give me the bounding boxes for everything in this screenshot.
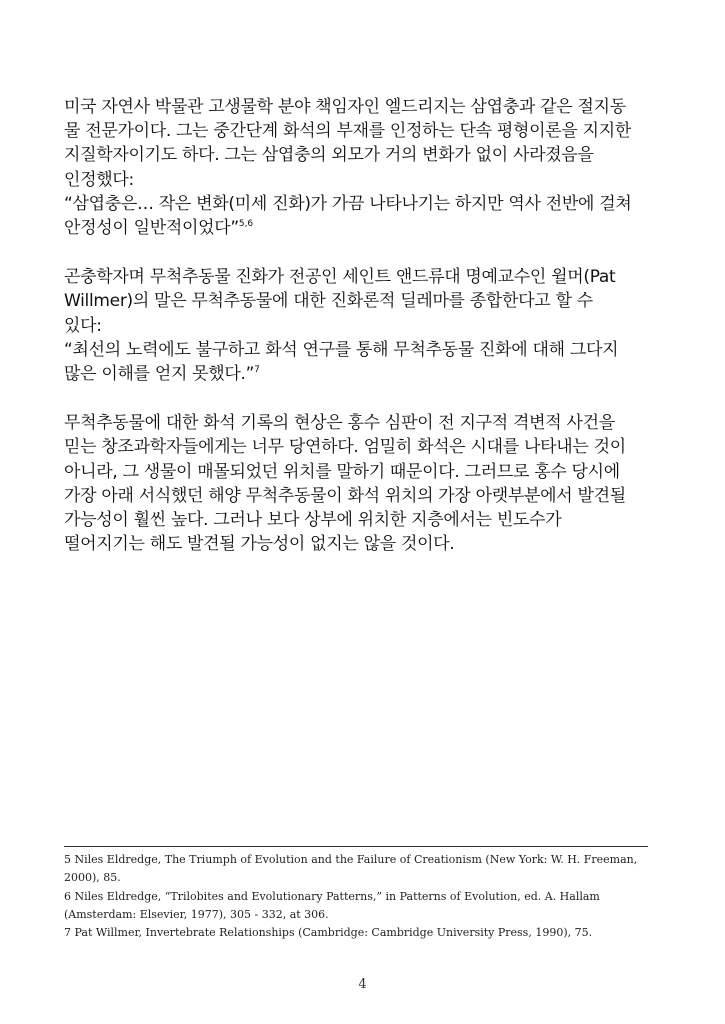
footnote-line: 2000), 85. (64, 871, 121, 885)
footnote-6 (64, 888, 664, 925)
paragraph-willmer (64, 265, 676, 386)
quote-text: 많은 이해를 얻지 못했다.” (64, 364, 255, 385)
text-line: 떨어지기는 해도 발견될 가능성이 없지는 않을 것이다. (64, 534, 455, 555)
text-line: 곤충학자며 무척추동물 진화가 전공인 세인트 앤드류대 명예교수인 윌머(Pat (64, 267, 616, 288)
quote-text: 안정성이 일반적이었다” (64, 218, 239, 239)
text-line: 물 전문가이다. 그는 중간단계 화석의 부재를 인정하는 단속 평형이론을 지지한 (64, 121, 631, 142)
footnote-reference: 7 (254, 365, 260, 376)
text-line: 가장 아래 서식했던 해양 무척추동물이 화석 위치의 가장 아랫부분에서 발견될 (64, 485, 626, 506)
text-line: 지질학자이기도 하다. 그는 삼엽충의 외모가 거의 변화가 없이 사라졌음을 (64, 145, 594, 166)
body-text (64, 95, 676, 581)
text-line: 미국 자연사 박물관 고생물학 분야 책임자인 엘드리지는 삼엽충과 같은 절지동 (64, 97, 626, 117)
quote-line (64, 362, 676, 386)
text-line: Willmer)의 말은 무척추동물에 대한 진화론적 딜레마를 종합한다고 할 수 (64, 291, 593, 312)
quote-line (64, 216, 676, 240)
footnote-7 (64, 924, 664, 942)
text-line: 믿는 창조과학자들에게는 너무 당연하다. 엄밀히 화석은 시대를 나타내는 것이 (64, 437, 626, 458)
paragraph-fossil-record (64, 411, 676, 556)
text-line: 무척추동물에 대한 화석 기록의 현상은 홍수 심판이 전 지구적 격변적 사건을 (64, 413, 615, 434)
footnote-reference: 5,6 (238, 219, 254, 230)
footnote-5 (64, 851, 664, 888)
footnotes (64, 851, 664, 942)
footnote-line: (Amsterdam: Elsevier, 1977), 305 - 332, at 306. (64, 907, 329, 921)
footnote-line: 7 Pat Willmer, Invertebrate Relationships (Cambridge: Cambridge University Press, 1990), 75. (64, 926, 593, 940)
text-line: 있다: (64, 315, 102, 336)
page-number: 4 (358, 977, 367, 992)
quote-line: “삼엽충은… 작은 변화(미세 진화)가 가끔 나타나기는 하지만 역사 전반에 걸쳐 (64, 193, 632, 214)
paragraph-eldredge (64, 95, 676, 240)
text-line: 인정했다: (64, 169, 134, 190)
footnote-line: 5 Niles Eldredge, The Triumph of Evolution and the Failure of Creationism (New York: W. H. Freeman, (64, 853, 638, 866)
text-line: 가능성이 훨씬 높다. 그러나 보다 상부에 위치한 지층에서는 빈도수가 (64, 510, 562, 531)
text-line: 아니라, 그 생물이 매몰되었던 위치를 말하기 때문이다. 그러므로 홍수 당시에 (64, 461, 620, 482)
quote-line: “최선의 노력에도 불구하고 화석 연구를 통해 무척추동물 진화에 대해 그다지 (64, 339, 619, 360)
footnote-line: 6 Niles Eldredge, “Trilobites and Evolutionary Patterns,” in Patterns of Evolution, ed. A. Hallam (64, 889, 600, 903)
footnote-divider (64, 846, 648, 847)
